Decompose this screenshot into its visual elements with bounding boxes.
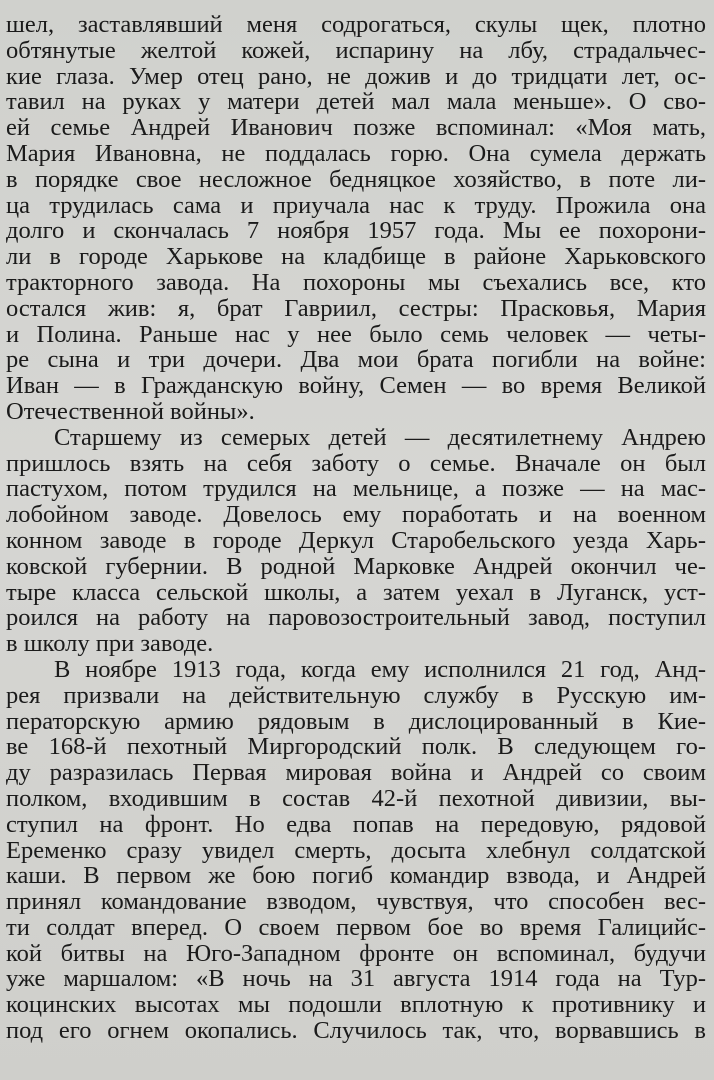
text-line: роился на работу на паровозостроительный завод, поступил — [6, 605, 706, 632]
text-line: остался жив: я, брат Гавриил, сестры: Прасковья, Мария — [6, 295, 706, 322]
text-line: долго и скончалась 7 ноября 1957 года. Мы ее похорони- — [6, 218, 706, 245]
text-line: Иван — в Гражданскую войну, Семен — во время Великой — [6, 373, 706, 399]
text-line: лобойном заводе. Довелось ему поработать и на военном — [6, 502, 706, 528]
paragraph-first-line: Старшему из семерых детей — десятилетнему Андрею — [54, 424, 706, 451]
text-line: тыре класса сельской школы, а затем уехал в Луганск, уст- — [6, 579, 706, 606]
text-line: кие глаза. Умер отец рано, не дожив и до тридцати лет, ос- — [6, 63, 706, 90]
text-line: тавил на руках у матери детей мал мала меньше». О сво- — [6, 89, 706, 116]
text-line: ступил на фронт. Но едва попав на передовую, рядовой — [6, 811, 706, 838]
text-line: пришлось взять на себя заботу о семье. Вначале он был — [6, 450, 706, 477]
text-line: тракторного завода. На похороны мы съехались все, кто — [6, 269, 706, 296]
text-line: ти солдат вперед. О своем первом бое во время Галицийс- — [6, 914, 706, 941]
text-line: обтянутые желтой кожей, испарину на лбу, страдальчес- — [6, 37, 706, 64]
text-line: в школу при заводе. — [6, 631, 214, 657]
text-line: конном заводе в городе Деркул Старобельского уезда Харь- — [6, 527, 706, 554]
text-line: принял командование взводом, чувствуя, что способен вес- — [6, 889, 706, 915]
text-line: полком, входившим в состав 42-й пехотной дивизии, вы- — [6, 785, 706, 812]
text-line: ре сына и три дочери. Два мои брата погибли на войне: — [6, 347, 706, 374]
text-line: кой битвы на Юго-Западном фронте он вспоминал, будучи — [6, 940, 706, 967]
text-line: и Полина. Раньше нас у нее было семь человек — четы- — [6, 321, 706, 348]
paragraph-first-line: В ноябре 1913 года, когда ему исполнился 21 год, Анд- — [54, 656, 706, 683]
text-line: Мария Ивановна, не поддалась горю. Она сумела держать — [6, 140, 706, 167]
text-line: под его огнем окопались. Случилось так, что, ворвавшись в — [6, 1018, 706, 1044]
text-line: уже маршалом: «В ночь на 31 августа 1914 года на Тур- — [6, 966, 706, 993]
text-line: пастухом, потом трудился на мельнице, а позже — на мас- — [6, 476, 706, 503]
text-line: ператорскую армию рядовым в дислоцированный в Кие- — [6, 708, 706, 735]
text-line: ду разразилась Первая мировая война и Андрей со своим — [6, 760, 706, 786]
text-line: Еременко сразу увидел смерть, досыта хлебнул солдатской — [6, 837, 706, 864]
text-line: коцинских высотах мы подошли вплотную к противнику и — [6, 992, 706, 1019]
text-line: ковской губернии. В родной Марковке Андрей окончил че- — [6, 553, 706, 580]
text-line: в порядке свое несложное бедняцкое хозяйство, в поте ли- — [6, 166, 706, 193]
text-line: каши. В первом же бою погиб командир взвода, и Андрей — [6, 863, 706, 890]
text-line: ей семье Андрей Иванович позже вспоминал: «Моя мать, — [6, 115, 706, 141]
text-line: Отечественной войны». — [6, 398, 255, 425]
text-line: шел, заставлявший меня содрогаться, скулы щек, плотно — [6, 12, 706, 38]
text-line: ли в городе Харькове на кладбище в районе Харьковского — [6, 244, 706, 270]
text-line: рея призвали на действительную службу в Русскую им- — [6, 682, 706, 709]
text-line: ве 168-й пехотный Миргородский полк. В следующем го- — [6, 734, 706, 761]
text-line: ца трудилась сама и приучала нас к труду. Прожила она — [6, 192, 706, 219]
page-text — [6, 0, 706, 1044]
